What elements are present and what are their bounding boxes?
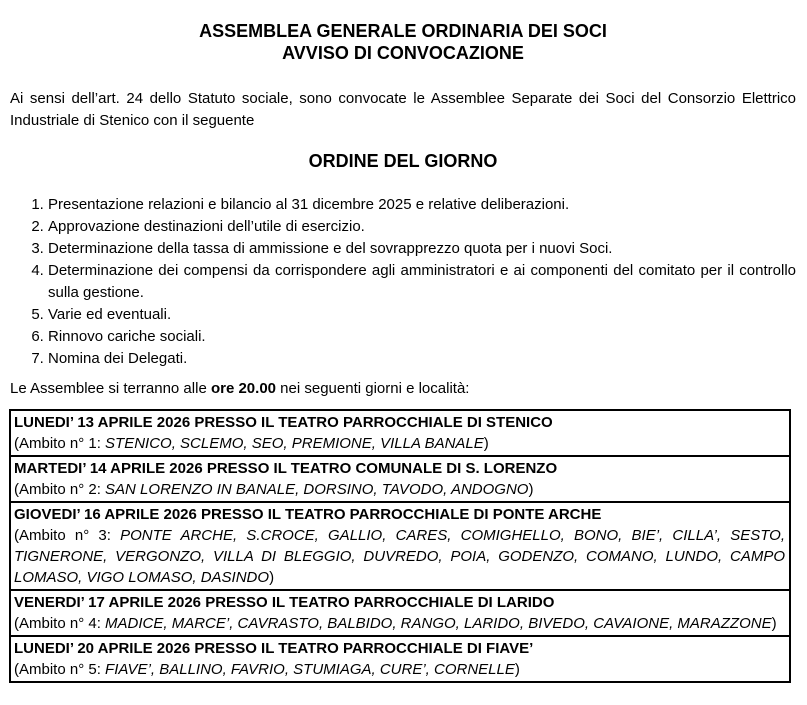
document-title-line-2: AVVISO DI CONVOCAZIONE bbox=[282, 43, 524, 63]
document-title-line-1: ASSEMBLEA GENERALE ORDINARIA DEI SOCI bbox=[199, 21, 607, 41]
session-ambito bbox=[14, 479, 785, 500]
document-title bbox=[10, 20, 796, 64]
session-row-1 bbox=[10, 410, 790, 456]
session-cell-5 bbox=[10, 636, 790, 682]
session-ambito bbox=[14, 613, 785, 634]
schedule-intro-suffix: nei seguenti giorni e località: bbox=[276, 380, 470, 397]
session-date-venue: MARTEDI’ 14 APRILE 2026 PRESSO IL TEATRO COMUNALE DI S. LORENZO bbox=[14, 460, 558, 477]
ambito-suffix: ) bbox=[483, 435, 489, 452]
session-row-4 bbox=[10, 590, 790, 636]
schedule-time: ore 20.00 bbox=[210, 380, 276, 397]
ambito-prefix: (Ambito n° 5: bbox=[14, 661, 106, 678]
ambito-suffix: ) bbox=[269, 569, 275, 586]
session-cell-4 bbox=[10, 590, 790, 636]
session-cell-2 bbox=[10, 456, 790, 502]
ambito-localities: SAN LORENZO IN BANALE, DORSINO, TAVODO, ANDOGNO bbox=[105, 481, 529, 498]
session-date-venue: VENERDI’ 17 APRILE 2026 PRESSO IL TEATRO PARROCCHIALE DI LARIDO bbox=[14, 594, 555, 611]
agenda-item-7: 7. Nomina dei Delegati. bbox=[48, 348, 796, 370]
ambito-localities: FIAVE’, BALLINO, FAVRIO, STUMIAGA, CURE’, CORNELLE bbox=[105, 661, 515, 678]
session-ambito bbox=[14, 659, 785, 680]
ambito-suffix: ) bbox=[514, 661, 520, 678]
agenda-item-6: 6. Rinnovo cariche sociali. bbox=[48, 326, 796, 348]
session-row-3 bbox=[10, 502, 790, 590]
agenda-item-1: 1. Presentazione relazioni e bilancio al 31 dicembre 2025 e relative deliberazioni. bbox=[48, 194, 796, 216]
session-ambito bbox=[14, 433, 785, 454]
ambito-localities: PONTE ARCHE, S.CROCE, GALLIO, CARES, COMIGHELLO, BONO, BIE’, CILLA’, SESTO, TIGNERONE, VERGONZO, VILLA DI BLEGGIO, DUVREDO, POIA, GODENZO, COMANO, LUNDO, CAMPO LOMASO, VIGO LOMASO, DASINDO bbox=[14, 527, 785, 586]
ambito-localities: STENICO, SCLEMO, SEO, PREMIONE, VILLA BANALE bbox=[105, 435, 484, 452]
agenda-list bbox=[10, 194, 796, 370]
ambito-prefix: (Ambito n° 3: bbox=[14, 527, 121, 544]
session-date-venue: GIOVEDI’ 16 APRILE 2026 PRESSO IL TEATRO PARROCCHIALE DI PONTE ARCHE bbox=[14, 506, 602, 523]
schedule-intro bbox=[10, 378, 796, 400]
ambito-suffix: ) bbox=[771, 615, 777, 632]
agenda-item-5: 5. Varie ed eventuali. bbox=[48, 304, 796, 326]
ambito-prefix: (Ambito n° 1: bbox=[14, 435, 106, 452]
schedule-intro-prefix: Le Assemblee si terranno alle bbox=[10, 380, 211, 397]
session-cell-1 bbox=[10, 410, 790, 456]
agenda-item-2: 2. Approvazione destinazioni dell’utile di esercizio. bbox=[48, 216, 796, 238]
schedule-table bbox=[9, 409, 791, 683]
session-date-venue: LUNEDI’ 20 APRILE 2026 PRESSO IL TEATRO PARROCCHIALE DI FIAVE’ bbox=[14, 640, 534, 657]
intro-paragraph: Ai sensi dell’art. 24 dello Statuto sociale, sono convocate le Assemblee Separate dei Soci del Consorzio Elettrico Industriale di Stenico con il seguente bbox=[10, 90, 796, 129]
ambito-prefix: (Ambito n° 4: bbox=[14, 615, 106, 632]
session-row-5 bbox=[10, 636, 790, 682]
session-date-venue: LUNEDI’ 13 APRILE 2026 PRESSO IL TEATRO PARROCCHIALE DI STENICO bbox=[14, 414, 553, 431]
agenda-heading: ORDINE DEL GIORNO bbox=[308, 151, 498, 171]
agenda-item-3: 3. Determinazione della tassa di ammissione e del sovrapprezzo quota per i nuovi Soci. bbox=[48, 238, 796, 260]
ambito-prefix: (Ambito n° 2: bbox=[14, 481, 106, 498]
session-row-2 bbox=[10, 456, 790, 502]
session-ambito bbox=[14, 525, 785, 588]
agenda-item-4: 4. Determinazione dei compensi da corrispondere agli amministratori e ai componenti del comitato per il controllo sulla gestione. bbox=[48, 260, 796, 304]
ambito-suffix: ) bbox=[528, 481, 534, 498]
ambito-localities: MADICE, MARCE’, CAVRASTO, BALBIDO, RANGO, LARIDO, BIVEDO, CAVAIONE, MARAZZONE bbox=[105, 615, 772, 632]
session-cell-3 bbox=[10, 502, 790, 590]
